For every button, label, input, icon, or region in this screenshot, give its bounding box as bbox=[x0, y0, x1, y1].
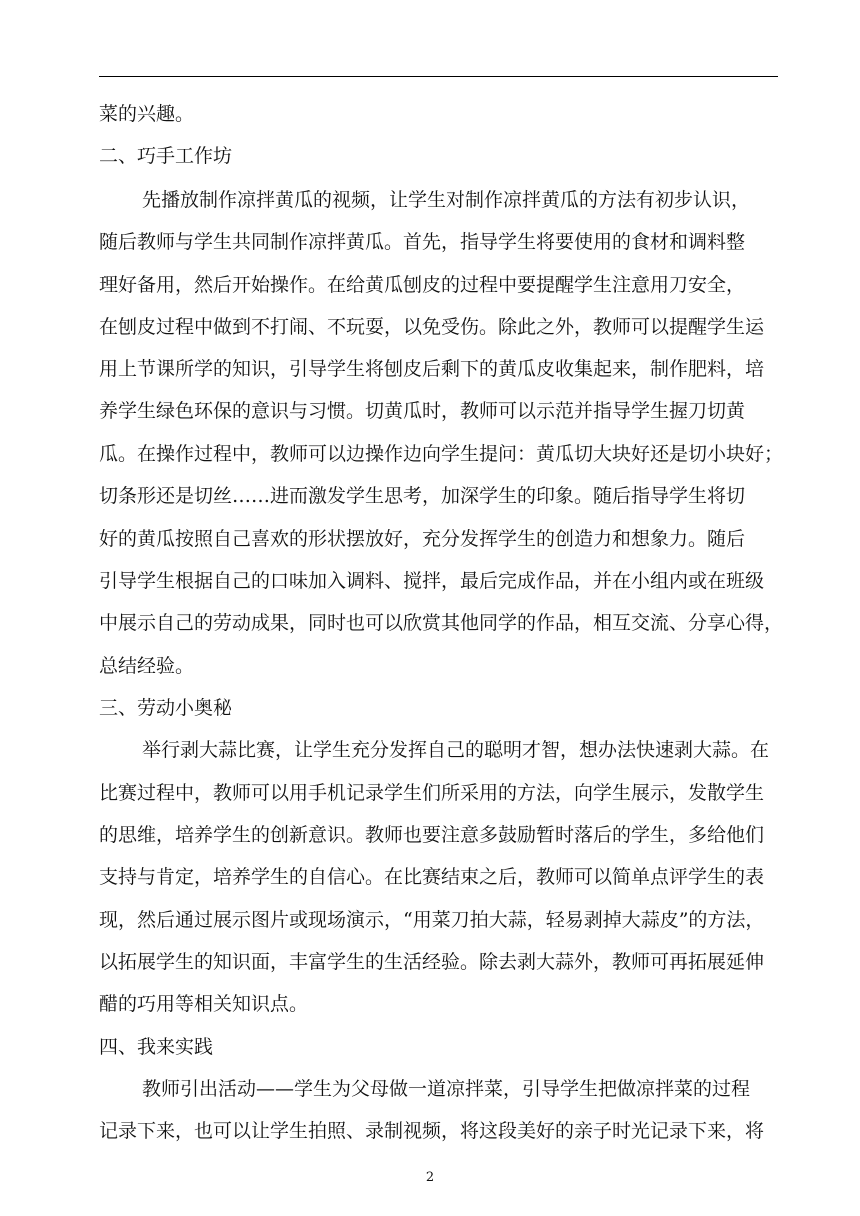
text-line: 的思维，培养学生的创新意识。教师也要注意多鼓励暂时落后的学生，多给他们 bbox=[99, 824, 765, 846]
text-line: 教师引出活动——学生为父母做一道凉拌菜，引导学生把做凉拌菜的过程 bbox=[142, 1078, 751, 1100]
text-line: 支持与肯定，培养学生的自信心。在比赛结束之后，教师可以简单点评学生的表 bbox=[99, 866, 765, 888]
text-line: 比赛过程中，教师可以用手机记录学生们所采用的方法，向学生展示，发散学生 bbox=[99, 782, 765, 804]
text-line: 先播放制作凉拌黄瓜的视频，让学生对制作凉拌黄瓜的方法有初步认识， bbox=[142, 189, 751, 211]
text-line: 好的黄瓜按照自己喜欢的形状摆放好，充分发挥学生的创造力和想象力。随后 bbox=[99, 528, 746, 550]
text-line: 随后教师与学生共同制作凉拌黄瓜。首先，指导学生将要使用的食材和调料整 bbox=[99, 231, 746, 253]
text-line: 总结经验。 bbox=[99, 655, 195, 677]
text-line: 用上节课所学的知识，引导学生将刨皮后剩下的黄瓜皮收集起来，制作肥料，培 bbox=[99, 358, 765, 380]
text-line: 现，然后通过展示图片或现场演示，“用菜刀拍大蒜，轻易剥掉大蒜皮”的方法， bbox=[99, 909, 765, 931]
header-rule bbox=[99, 76, 778, 77]
page-number: 2 bbox=[425, 1170, 435, 1185]
text-line: 菜的兴趣。 bbox=[99, 103, 195, 125]
section-heading: 四、我来实践 bbox=[99, 1036, 214, 1058]
text-line: 引导学生根据自己的口味加入调料、搅拌，最后完成作品，并在小组内或在班级 bbox=[99, 570, 765, 592]
text-line: 举行剥大蒜比赛，让学生充分发挥自己的聪明才智，想办法快速剥大蒜。在 bbox=[142, 739, 770, 761]
text-line: 在刨皮过程中做到不打闹、不玩耍，以免受伤。除此之外，教师可以提醒学生运 bbox=[99, 316, 765, 338]
text-line: 记录下来，也可以让学生拍照、录制视频，将这段美好的亲子时光记录下来，将 bbox=[99, 1120, 765, 1142]
text-line: 养学生绿色环保的意识与习惯。切黄瓜时，教师可以示范并指导学生握刀切黄 bbox=[99, 400, 746, 422]
section-heading: 二、巧手工作坊 bbox=[99, 145, 233, 167]
text-line: 中展示自己的劳动成果，同时也可以欣赏其他同学的作品，相互交流、分享心得， bbox=[99, 612, 784, 634]
text-line: 切条形还是切丝……进而激发学生思考，加深学生的印象。随后指导学生将切 bbox=[99, 485, 746, 507]
text-line: 瓜。在操作过程中，教师可以边操作边向学生提问：黄瓜切大块好还是切小块好； bbox=[99, 443, 784, 465]
section-heading: 三、劳动小奥秘 bbox=[99, 697, 233, 719]
text-line: 醋的巧用等相关知识点。 bbox=[99, 993, 309, 1015]
text-line: 理好备用，然后开始操作。在给黄瓜刨皮的过程中要提醒学生注意用刀安全， bbox=[99, 274, 746, 296]
text-line: 以拓展学生的知识面，丰富学生的生活经验。除去剥大蒜外，教师可再拓展延伸 bbox=[99, 951, 765, 973]
